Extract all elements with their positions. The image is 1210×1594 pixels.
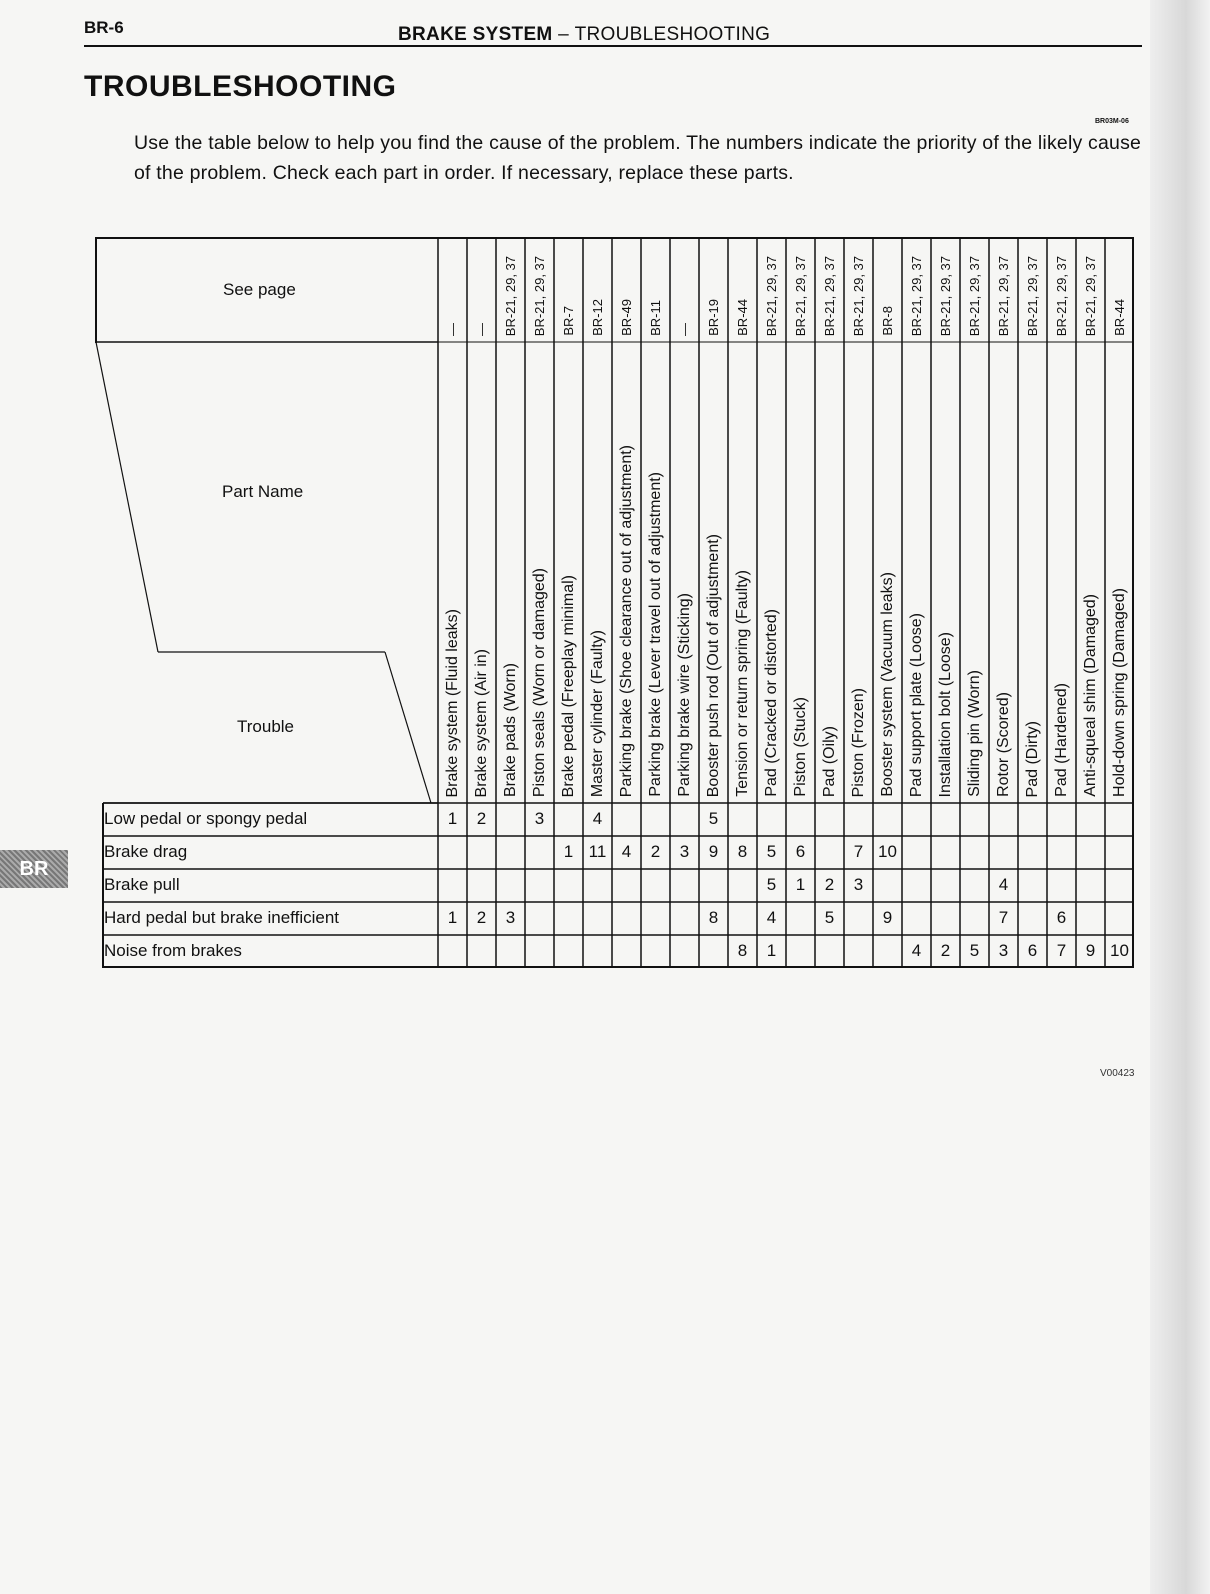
part-name-cell [496,346,525,797]
see-page-ref: — [445,323,460,336]
see-page-cell [1076,241,1105,336]
trouble-label: Low pedal or spongy pedal [104,809,308,828]
priority-value: 9 [1085,941,1096,960]
priority-value: 7 [853,842,864,861]
see-page-ref: BR-21, 29, 37 [503,255,518,336]
header-separator: – [558,24,570,45]
priority-value: 1 [563,842,574,861]
see-page-ref: BR-12 [590,299,605,336]
see-page-cell [902,241,931,336]
part-name-cell [786,346,815,797]
priority-value: 10 [1110,941,1129,960]
see-page-ref: — [677,323,692,336]
diagonal-line [385,652,431,803]
subsection-name: TROUBLESHOOTING [574,24,771,45]
part-name: Master cylinder (Faulty) [588,629,606,797]
part-name: Parking brake wire (Sticking) [675,593,693,797]
see-page-cell [989,241,1018,336]
see-page-ref: BR-21, 29, 37 [851,255,866,336]
part-name-cell [1047,346,1076,797]
troubleshooting-table [95,237,1134,968]
part-name-cell [641,346,670,797]
see-page-ref: BR-21, 29, 37 [764,255,779,336]
priority-value: 1 [447,908,458,927]
part-name-cell [1076,346,1105,797]
trouble-label: Noise from brakes [104,941,242,960]
see-page-cell [1018,241,1047,336]
priority-value: 3 [998,941,1009,960]
part-name-cell [902,346,931,797]
part-name-cell [583,346,612,797]
see-page-cell [438,241,467,336]
see-page-ref: BR-7 [561,306,576,336]
part-name-cell [699,346,728,797]
see-page-cell [641,241,670,336]
priority-value: 2 [650,842,661,861]
trouble-label: Trouble [237,717,295,736]
priority-value: 1 [447,809,458,828]
part-name-cell [1018,346,1047,797]
diagonal-line [96,342,158,652]
part-name-cell [670,346,699,797]
priority-value: 4 [766,908,777,927]
priority-value: 1 [795,875,806,894]
trouble-label: Hard pedal but brake inefficient [104,908,340,927]
part-name: Anti-squeal shim (Damaged) [1081,594,1099,797]
part-name: Installation bolt (Loose) [936,631,954,797]
priority-value: 9 [708,842,719,861]
see-page-cell [1105,241,1134,336]
priority-value: 4 [998,875,1009,894]
priority-value: 3 [505,908,516,927]
part-name: Brake pedal (Freeplay minimal) [559,574,577,797]
priority-value: 7 [1056,941,1067,960]
part-name: Sliding pin (Worn) [965,670,983,797]
part-name-cell [931,346,960,797]
part-name: Parking brake (Shoe clearance out of adjustment) [617,444,635,797]
see-page-cell [873,241,902,336]
see-page-cell [757,241,786,336]
see-page-ref: BR-44 [1112,299,1127,336]
part-name-cell [873,346,902,797]
priority-value: 5 [708,809,719,828]
priority-value: 2 [476,908,487,927]
see-page-cell [728,241,757,336]
see-page-cell [1047,241,1076,336]
priority-value: 8 [737,842,748,861]
priority-value: 8 [708,908,719,927]
see-page-ref: BR-49 [619,299,634,336]
part-name: Piston (Frozen) [849,687,867,797]
see-page-ref: BR-21, 29, 37 [1083,255,1098,336]
priority-value: 1 [766,941,777,960]
see-page-cell [931,241,960,336]
see-page-label: See page [223,280,296,299]
part-name: Piston (Stuck) [791,697,809,797]
part-name: Brake pads (Worn) [501,663,519,797]
part-name: Pad (Hardened) [1052,683,1070,797]
priority-value: 7 [998,908,1009,927]
part-name: Piston seals (Worn or damaged) [530,567,548,797]
part-name-cell [757,346,786,797]
part-name-cell [1105,346,1134,797]
priority-value: 8 [737,941,748,960]
trouble-label: Brake drag [104,842,188,861]
see-page-cell [786,241,815,336]
priority-value: 4 [592,809,603,828]
section-name: BRAKE SYSTEM [398,24,553,45]
priority-value: 2 [476,809,487,828]
trouble-label: Brake pull [104,875,180,894]
part-name: Pad (Dirty) [1023,720,1041,797]
see-page-cell [525,241,554,336]
priority-value: 5 [824,908,835,927]
part-name-cell [554,346,583,797]
part-name-cell [989,346,1018,797]
section-tab: BR [0,850,68,888]
priority-value: 9 [882,908,893,927]
part-name-cell [960,346,989,797]
see-page-ref: — [474,323,489,336]
see-page-ref: BR-21, 29, 37 [1054,255,1069,336]
priority-value: 5 [969,941,980,960]
see-page-ref: BR-21, 29, 37 [1025,255,1040,336]
priority-value: 4 [911,941,922,960]
priority-value: 6 [1056,908,1067,927]
page-number: BR-6 [84,18,124,37]
part-name: Pad (Cracked or distorted) [762,609,780,797]
priority-value: 10 [878,842,897,861]
part-name-cell [815,346,844,797]
priority-value: 3 [853,875,864,894]
see-page-cell [583,241,612,336]
part-name-cell [612,346,641,797]
part-name: Brake system (Fluid leaks) [443,608,461,797]
see-page-cell [670,241,699,336]
doc-code: BR03M-06 [1095,118,1129,125]
see-page-ref: BR-21, 29, 37 [909,255,924,336]
see-page-ref: BR-21, 29, 37 [532,255,547,336]
see-page-cell [815,241,844,336]
part-name-cell [438,346,467,797]
page-edge-shadow [1150,0,1210,1594]
see-page-cell [699,241,728,336]
see-page-cell [467,241,496,336]
intro-paragraph: Use the table below to help you find the cause of the problem. The numbers indicate the priority of the likely cause of the problem. Check each part in order. If necessary, replace these parts. [134,132,1142,184]
see-page-ref: BR-21, 29, 37 [793,255,808,336]
priority-value: 11 [588,842,607,861]
see-page-ref: BR-19 [706,299,721,336]
see-page-cell [496,241,525,336]
see-page-cell [612,241,641,336]
priority-value: 2 [824,875,835,894]
priority-value: 6 [1027,941,1038,960]
part-name-cell [728,346,757,797]
see-page-ref: BR-11 [648,300,663,336]
priority-value: 5 [766,875,777,894]
see-page-cell [844,241,873,336]
see-page-ref: BR-8 [880,306,895,336]
page-title: TROUBLESHOOTING [84,70,397,103]
part-name: Booster system (Vacuum leaks) [878,572,896,797]
priority-value: 4 [621,842,632,861]
part-name-cell [844,346,873,797]
part-name-cell [467,346,496,797]
part-name: Brake system (Air in) [472,648,490,797]
part-name: Hold-down spring (Damaged) [1110,588,1128,797]
priority-value: 3 [679,842,690,861]
see-page-ref: BR-21, 29, 37 [938,255,953,336]
part-name-label: Part Name [222,482,304,501]
header-rule [84,45,1142,47]
see-page-ref: BR-44 [735,299,750,336]
see-page-cell [960,241,989,336]
figure-code: V00423 [1100,1068,1135,1079]
priority-value: 2 [940,941,951,960]
part-name: Rotor (Scored) [994,692,1012,797]
part-name: Pad (Oily) [820,725,838,797]
part-name: Booster push rod (Out of adjustment) [704,533,722,797]
running-header [398,24,770,46]
part-name: Parking brake (Lever travel out of adjustment) [646,472,664,797]
priority-value: 5 [766,842,777,861]
priority-value: 6 [795,842,806,861]
see-page-ref: BR-21, 29, 37 [822,255,837,336]
see-page-ref: BR-21, 29, 37 [967,255,982,336]
part-name: Pad support plate (Loose) [907,612,925,797]
part-name: Tension or return spring (Faulty) [733,570,751,797]
part-name-cell [525,346,554,797]
see-page-ref: BR-21, 29, 37 [996,255,1011,336]
see-page-cell [554,241,583,336]
priority-value: 3 [534,809,545,828]
